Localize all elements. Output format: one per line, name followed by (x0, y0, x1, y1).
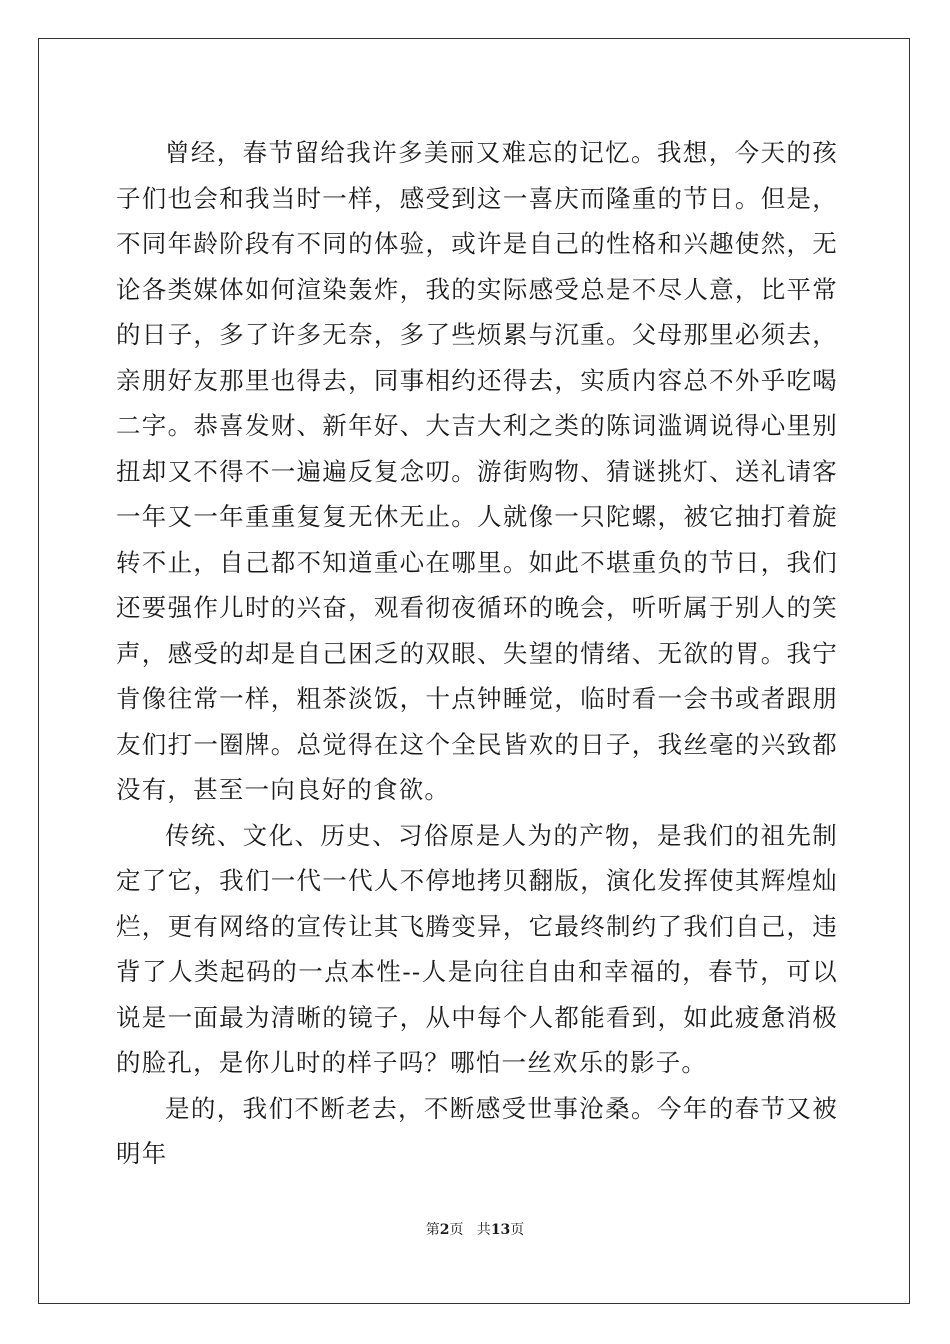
paragraph-3: 是的，我们不断老去，不断感受世事沧桑。今年的春节又被明年 (116, 1093, 838, 1168)
footer-page-number: 2 (439, 1222, 450, 1238)
footer-suffix: 页 (510, 1222, 525, 1238)
document-body (116, 130, 838, 1177)
paragraph-1: 曾经，春节留给我许多美丽又难忘的记忆。我想，今天的孩子们也会和我当时一样，感受到这一喜庆而隆重的节日。但是，不同年龄阶段有不同的体验，或许是自己的性格和兴趣使然，无论各类媒体如何渲染轰炸，我的实际感受总是不尽人意，比平常的日子，多了许多无奈，多了些烦累与沉重。父母那里必须去，亲朋好友那里也得去，同事相约还得去，实质内容总不外乎吃喝二字。恭喜发财、新年好、大吉大利之类的陈词滥调说得心里别扭却又不得不一遍遍反复念叨。游街购物、猜谜挑灯、送礼请客一年又一年重重复复无休无止。人就像一只陀螺，被它抽打着旋转不止，自己都不知道重心在哪里。如此不堪重负的节日，我们还要强作儿时的兴奋，观看彻夜循环的晚会，听听属于别人的笑声，感受的却是自己困乏的双眼、失望的情绪、无欲的胃。我宁肯像往常一样，粗茶淡饭，十点钟睡觉，临时看一会书或者跟朋友们打一圈牌。总觉得在这个全民皆欢的日子，我丝毫的兴致都没有，甚至一向良好的食欲。 (116, 138, 838, 804)
footer-mid: 页 共 (449, 1222, 491, 1238)
page-footer (0, 1219, 950, 1239)
footer-total-pages: 13 (490, 1222, 511, 1238)
paragraph-2: 传统、文化、历史、习俗原是人为的产物，是我们的祖先制定了它，我们一代一代人不停地拷贝翻版，演化发挥使其辉煌灿烂，更有网络的宣传让其飞腾变异，它最终制约了我们自己，违背了人类起码的一点本性--人是向往自由和幸福的，春节，可以说是一面最为清晰的镜子，从中每个人都能看到，如此疲惫消极的脸孔，是你儿时的样子吗？哪怕一丝欢乐的影子。 (116, 820, 838, 1077)
footer-prefix: 第 (425, 1222, 440, 1238)
